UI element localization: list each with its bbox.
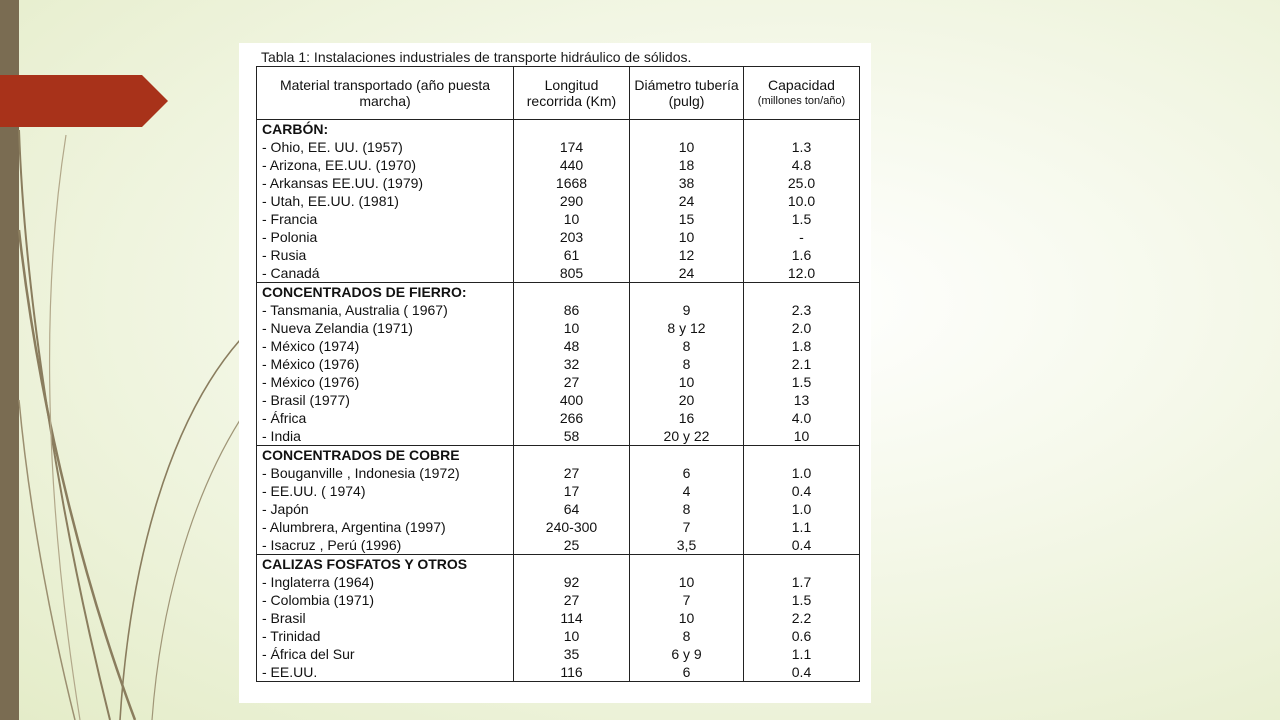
cell-length: 114 bbox=[514, 609, 630, 627]
cell-material: - Brasil bbox=[257, 609, 514, 627]
cell-diameter: 8 y 12 bbox=[630, 319, 744, 337]
cell-length: 64 bbox=[514, 500, 630, 518]
cell-material: - Ohio, EE. UU. (1957) bbox=[257, 138, 514, 156]
cell-capacity: 1.1 bbox=[744, 518, 860, 536]
table-row bbox=[257, 264, 860, 283]
cell-diameter: 6 y 9 bbox=[630, 645, 744, 663]
cell-diameter: 10 bbox=[630, 228, 744, 246]
cell-material: - Trinidad bbox=[257, 627, 514, 645]
cell-material: - Rusia bbox=[257, 246, 514, 264]
empty-cell bbox=[514, 283, 630, 302]
cell-capacity: 1.1 bbox=[744, 645, 860, 663]
cell-material: - Alumbrera, Argentina (1997) bbox=[257, 518, 514, 536]
cell-length: 92 bbox=[514, 573, 630, 591]
cell-length: 10 bbox=[514, 210, 630, 228]
table-row bbox=[257, 464, 860, 482]
table-header-row bbox=[257, 67, 860, 120]
cell-capacity: 1.8 bbox=[744, 337, 860, 355]
cell-diameter: 8 bbox=[630, 627, 744, 645]
cell-capacity: 2.3 bbox=[744, 301, 860, 319]
cell-length: 86 bbox=[514, 301, 630, 319]
cell-length: 61 bbox=[514, 246, 630, 264]
cell-length: 116 bbox=[514, 663, 630, 682]
table-row bbox=[257, 228, 860, 246]
cell-diameter: 8 bbox=[630, 337, 744, 355]
table-row bbox=[257, 609, 860, 627]
table-row bbox=[257, 355, 860, 373]
cell-capacity: 0.4 bbox=[744, 663, 860, 682]
empty-cell bbox=[514, 446, 630, 465]
table-row bbox=[257, 409, 860, 427]
cell-diameter: 18 bbox=[630, 156, 744, 174]
table-row bbox=[257, 337, 860, 355]
cell-diameter: 15 bbox=[630, 210, 744, 228]
cell-capacity: 0.4 bbox=[744, 482, 860, 500]
cell-capacity: 0.6 bbox=[744, 627, 860, 645]
cell-length: 400 bbox=[514, 391, 630, 409]
cell-material: - Canadá bbox=[257, 264, 514, 283]
table-row bbox=[257, 156, 860, 174]
group-title: CONCENTRADOS DE COBRE bbox=[257, 446, 514, 465]
empty-cell bbox=[744, 283, 860, 302]
installations-table bbox=[256, 66, 860, 682]
table-body bbox=[257, 120, 860, 682]
cell-capacity: 1.5 bbox=[744, 210, 860, 228]
cell-diameter: 12 bbox=[630, 246, 744, 264]
cell-material: - México (1976) bbox=[257, 373, 514, 391]
header-capacity bbox=[744, 67, 860, 120]
cell-capacity: 12.0 bbox=[744, 264, 860, 283]
cell-material: - México (1976) bbox=[257, 355, 514, 373]
empty-cell bbox=[630, 120, 744, 139]
cell-diameter: 20 y 22 bbox=[630, 427, 744, 446]
cell-length: 240-300 bbox=[514, 518, 630, 536]
cell-material: - Inglaterra (1964) bbox=[257, 573, 514, 591]
header-length: Longitud recorrida (Km) bbox=[514, 67, 630, 120]
empty-cell bbox=[514, 555, 630, 574]
cell-material: - India bbox=[257, 427, 514, 446]
cell-diameter: 24 bbox=[630, 192, 744, 210]
cell-material: - Bouganville , Indonesia (1972) bbox=[257, 464, 514, 482]
cell-material: - Tansmania, Australia ( 1967) bbox=[257, 301, 514, 319]
cell-length: 48 bbox=[514, 337, 630, 355]
cell-capacity: 25.0 bbox=[744, 174, 860, 192]
group-title: CALIZAS FOSFATOS Y OTROS bbox=[257, 555, 514, 574]
cell-diameter: 7 bbox=[630, 591, 744, 609]
cell-length: 203 bbox=[514, 228, 630, 246]
table-row bbox=[257, 482, 860, 500]
table-row bbox=[257, 591, 860, 609]
cell-capacity: 1.6 bbox=[744, 246, 860, 264]
group-title: CARBÓN: bbox=[257, 120, 514, 139]
cell-capacity: - bbox=[744, 228, 860, 246]
cell-material: - Colombia (1971) bbox=[257, 591, 514, 609]
cell-capacity: 1.5 bbox=[744, 591, 860, 609]
cell-capacity: 2.2 bbox=[744, 609, 860, 627]
cell-diameter: 8 bbox=[630, 500, 744, 518]
cell-diameter: 3,5 bbox=[630, 536, 744, 555]
table-row bbox=[257, 518, 860, 536]
cell-length: 10 bbox=[514, 319, 630, 337]
table-row bbox=[257, 174, 860, 192]
empty-cell bbox=[744, 120, 860, 139]
cell-capacity: 10.0 bbox=[744, 192, 860, 210]
cell-capacity: 4.8 bbox=[744, 156, 860, 174]
table-row bbox=[257, 210, 860, 228]
cell-diameter: 10 bbox=[630, 138, 744, 156]
table-row bbox=[257, 427, 860, 446]
cell-capacity: 1.0 bbox=[744, 500, 860, 518]
table-row bbox=[257, 301, 860, 319]
cell-length: 27 bbox=[514, 464, 630, 482]
table-row bbox=[257, 373, 860, 391]
cell-capacity: 1.3 bbox=[744, 138, 860, 156]
cell-material: - Japón bbox=[257, 500, 514, 518]
cell-length: 58 bbox=[514, 427, 630, 446]
table-caption: Tabla 1: Instalaciones industriales de transporte hidráulico de sólidos. bbox=[261, 49, 692, 65]
header-material: Material transportado (año puesta marcha) bbox=[257, 67, 514, 120]
cell-material: - Isacruz , Perú (1996) bbox=[257, 536, 514, 555]
table-row bbox=[257, 138, 860, 156]
cell-capacity: 10 bbox=[744, 427, 860, 446]
table-figure bbox=[239, 43, 871, 703]
header-capacity-label: Capacidad bbox=[768, 77, 835, 93]
cell-capacity: 1.5 bbox=[744, 373, 860, 391]
empty-cell bbox=[744, 446, 860, 465]
cell-length: 805 bbox=[514, 264, 630, 283]
cell-length: 174 bbox=[514, 138, 630, 156]
cell-material: - Utah, EE.UU. (1981) bbox=[257, 192, 514, 210]
table-row bbox=[257, 500, 860, 518]
cell-length: 1668 bbox=[514, 174, 630, 192]
cell-length: 10 bbox=[514, 627, 630, 645]
cell-diameter: 10 bbox=[630, 573, 744, 591]
cell-diameter: 9 bbox=[630, 301, 744, 319]
cell-diameter: 4 bbox=[630, 482, 744, 500]
table-row bbox=[257, 319, 860, 337]
cell-length: 35 bbox=[514, 645, 630, 663]
cell-capacity: 0.4 bbox=[744, 536, 860, 555]
header-diameter: Diámetro tubería (pulg) bbox=[630, 67, 744, 120]
cell-capacity: 1.0 bbox=[744, 464, 860, 482]
table-row bbox=[257, 391, 860, 409]
cell-length: 25 bbox=[514, 536, 630, 555]
cell-material: - Nueva Zelandia (1971) bbox=[257, 319, 514, 337]
cell-capacity: 1.7 bbox=[744, 573, 860, 591]
cell-diameter: 7 bbox=[630, 518, 744, 536]
cell-material: - Arizona, EE.UU. (1970) bbox=[257, 156, 514, 174]
empty-cell bbox=[630, 446, 744, 465]
cell-diameter: 24 bbox=[630, 264, 744, 283]
table-row bbox=[257, 192, 860, 210]
empty-cell bbox=[630, 555, 744, 574]
cell-material: - Arkansas EE.UU. (1979) bbox=[257, 174, 514, 192]
table-row bbox=[257, 627, 860, 645]
table-row bbox=[257, 573, 860, 591]
cell-material: - África del Sur bbox=[257, 645, 514, 663]
cell-length: 27 bbox=[514, 591, 630, 609]
group-title: CONCENTRADOS DE FIERRO: bbox=[257, 283, 514, 302]
cell-length: 290 bbox=[514, 192, 630, 210]
cell-diameter: 20 bbox=[630, 391, 744, 409]
empty-cell bbox=[744, 555, 860, 574]
cell-capacity: 4.0 bbox=[744, 409, 860, 427]
cell-diameter: 8 bbox=[630, 355, 744, 373]
cell-material: - EE.UU. ( 1974) bbox=[257, 482, 514, 500]
cell-length: 17 bbox=[514, 482, 630, 500]
cell-length: 27 bbox=[514, 373, 630, 391]
table-row bbox=[257, 536, 860, 555]
group-title-row bbox=[257, 555, 860, 574]
cell-material: - México (1974) bbox=[257, 337, 514, 355]
cell-material: - EE.UU. bbox=[257, 663, 514, 682]
group-title-row bbox=[257, 283, 860, 302]
header-capacity-unit: (millones ton/año) bbox=[757, 95, 846, 107]
cell-capacity: 2.1 bbox=[744, 355, 860, 373]
empty-cell bbox=[514, 120, 630, 139]
table-row bbox=[257, 663, 860, 682]
cell-capacity: 13 bbox=[744, 391, 860, 409]
cell-length: 440 bbox=[514, 156, 630, 174]
cell-capacity: 2.0 bbox=[744, 319, 860, 337]
cell-diameter: 6 bbox=[630, 663, 744, 682]
cell-length: 32 bbox=[514, 355, 630, 373]
empty-cell bbox=[630, 283, 744, 302]
cell-diameter: 38 bbox=[630, 174, 744, 192]
cell-length: 266 bbox=[514, 409, 630, 427]
cell-diameter: 10 bbox=[630, 373, 744, 391]
cell-material: - Brasil (1977) bbox=[257, 391, 514, 409]
group-title-row bbox=[257, 120, 860, 139]
cell-material: - Francia bbox=[257, 210, 514, 228]
cell-material: - África bbox=[257, 409, 514, 427]
group-title-row bbox=[257, 446, 860, 465]
table-row bbox=[257, 246, 860, 264]
cell-diameter: 6 bbox=[630, 464, 744, 482]
decorative-curves bbox=[0, 0, 260, 720]
cell-diameter: 10 bbox=[630, 609, 744, 627]
table-row bbox=[257, 645, 860, 663]
cell-diameter: 16 bbox=[630, 409, 744, 427]
cell-material: - Polonia bbox=[257, 228, 514, 246]
